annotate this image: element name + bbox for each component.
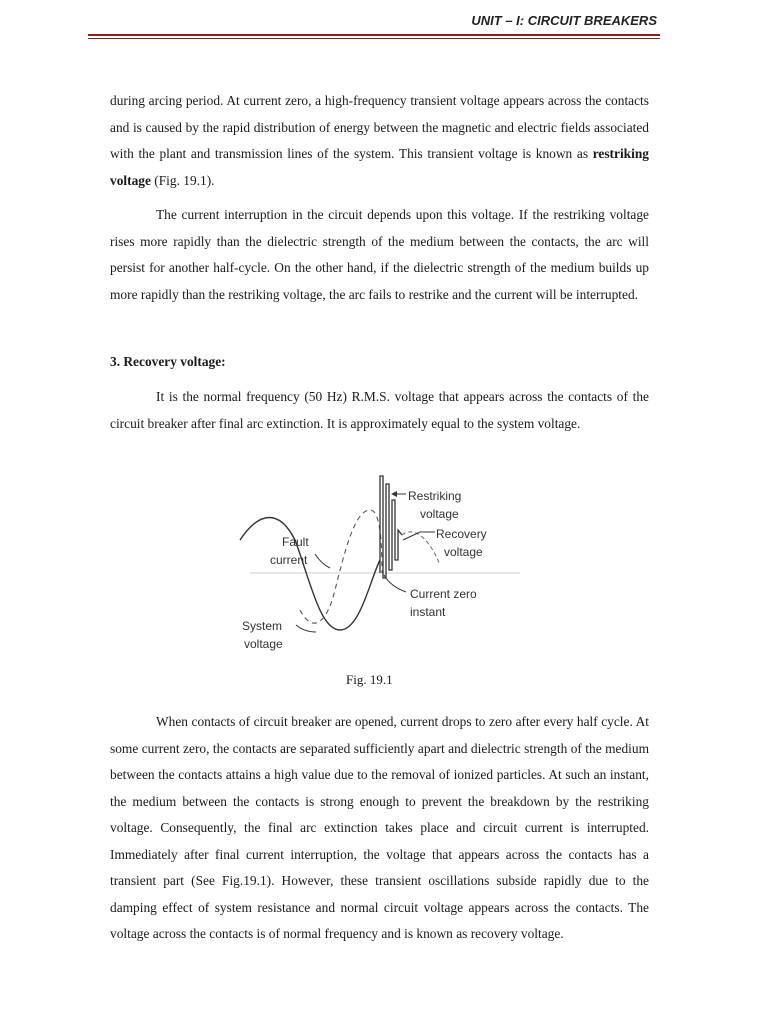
- label-current-zero: Current zero: [410, 587, 477, 601]
- figure-caption: Fig. 19.1: [346, 672, 393, 687]
- pointer-fault-current: [315, 554, 330, 568]
- fault-current-curve: [300, 510, 382, 623]
- label-recovery-2: voltage: [444, 545, 483, 559]
- section-heading: [110, 351, 649, 373]
- system-voltage-curve: [240, 518, 380, 631]
- pointer-system-voltage: [296, 625, 316, 632]
- pointer-recovery: [403, 532, 435, 540]
- restriking-oscillation: [380, 476, 402, 578]
- label-restriking-2: voltage: [420, 507, 459, 521]
- figure-restriking-recovery: [230, 470, 530, 660]
- label-current-zero-2: instant: [410, 605, 446, 619]
- term-restriking-voltage: restriking voltage: [110, 146, 649, 188]
- paragraph-text: It is the normal frequency (50 Hz) R.M.S. voltage that appears across the contacts of the circuit breaker after final arc extinction. It is approximately equal to the system voltage.: [110, 389, 649, 431]
- paragraph-text: The current interruption in the circuit depends upon this voltage. If the restriking voltage rises more rapidly than the dielectric strength of the medium between the contacts, the arc will persist for another half-cycle. On the other hand, if the dielectric strength of the medium builds up more rapidly than the restriking voltage, the arc fails to restrike and the current will be interrupted.: [110, 207, 649, 302]
- label-fault: Fault: [282, 535, 309, 549]
- paragraph-recovery-explanation: [110, 709, 649, 948]
- header-rule-thin: [88, 38, 660, 39]
- paragraph-current-interruption: [110, 202, 649, 308]
- paragraph-text: When contacts of circuit breaker are opened, current drops to zero after every half cycle. At some current zero, the contacts are separated sufficiently apart and dielectric strength of the medium between the contacts attains a high value due to the removal of ionized particles. At such an instant, the medium between the contacts is strong enough to prevent the breakdown by the restriking voltage. Consequently, the final arc extinction takes place and circuit current is interrupted. Immediately after final current interruption, the voltage that appears across the contacts has a transient part (See Fig.19.1). However, these transient oscillations subside rapidly due to the damping effect of system resistance and normal circuit voltage appears across the contacts. The voltage across the contacts is of normal frequency and is known as recovery voltage.: [110, 714, 649, 941]
- paragraph-text: during arcing period. At current zero, a high-frequency transient voltage appears across the contacts and is caused by the rapid distribution of energy between the magnetic and electric fields associated with the plant and transmission lines of the system. This transient voltage is known as: [110, 93, 649, 161]
- pointer-current-zero: [384, 575, 406, 592]
- page-header-title: UNIT – I: CIRCUIT BREAKERS: [471, 13, 657, 28]
- paragraph-arcing-period: [110, 88, 649, 194]
- label-fault-2: current: [270, 553, 308, 567]
- label-recovery: Recovery: [436, 527, 487, 541]
- recovery-voltage-curve: [402, 532, 440, 565]
- header-rule: [88, 34, 660, 36]
- arrowhead-restriking: [391, 491, 397, 497]
- paragraph-text-end: (Fig. 19.1).: [150, 172, 215, 188]
- label-system-2: voltage: [244, 637, 283, 651]
- heading-recovery-voltage: 3. Recovery voltage:: [110, 354, 226, 369]
- label-restriking: Restriking: [408, 489, 462, 503]
- label-system: System: [242, 619, 283, 633]
- paragraph-recovery-definition: [110, 384, 649, 437]
- figure-diagram: [230, 470, 530, 660]
